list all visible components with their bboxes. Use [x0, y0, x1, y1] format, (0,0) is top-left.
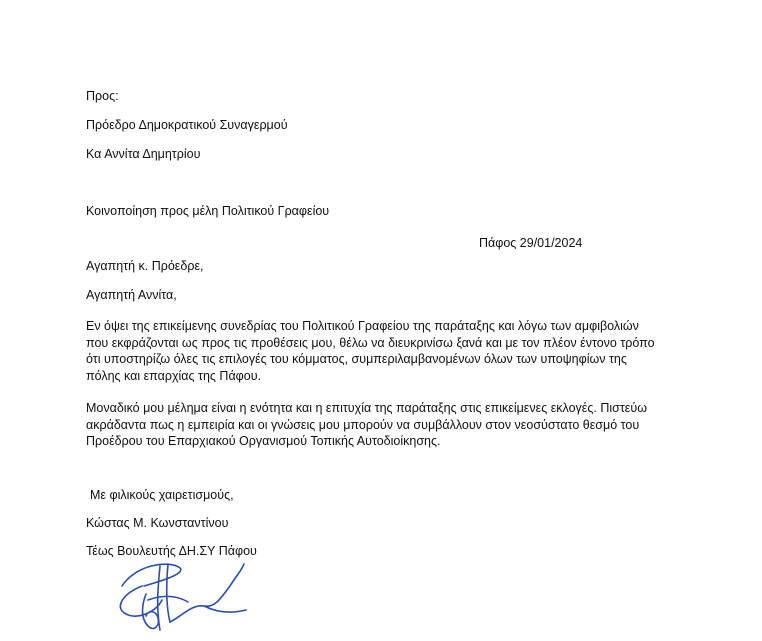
cc-line: Κοινοποίηση προς μέλη Πολιτικού Γραφείου [86, 204, 330, 218]
handwritten-signature [108, 556, 258, 641]
paragraph-1-line: Εν όψει της επικείμενης συνεδρίας του Πολιτικού Γραφείου της παράταξης και λόγω των αμφιβολιών [86, 319, 639, 333]
recipient-label: Προς: [86, 89, 119, 103]
signer-title: Τέως Βουλευτής ΔΗ.ΣΥ Πάφου [86, 544, 257, 558]
paragraph-2 [86, 400, 686, 450]
place-date: Πάφος 29/01/2024 [479, 236, 583, 250]
paragraph-1 [86, 318, 686, 384]
paragraph-2-line: ακράδαντα πως η εμπειρία και οι γνώσεις μου μπορούν να συμβάλλουν στον νεοσύστατο θεσμό του [86, 417, 640, 432]
greeting-2: Αγαπητή Αννίτα, [86, 288, 177, 302]
greeting-1: Αγαπητή κ. Πρόεδρε, [86, 259, 204, 273]
paragraph-2-line: Προέδρου του Επαρχιακού Οργανισμού Τοπικής Αυτοδιοίκησης. [86, 434, 441, 448]
recipient-line-1: Πρόεδρο Δημοκρατικού Συναγερμού [86, 118, 288, 132]
paragraph-1-line: που εκφράζονται ως προς τις προθέσεις μου, θέλω να διευκρινίσω ξανά και με τον πλέον έντονο τρόπο [86, 335, 655, 350]
signer-name: Κώστας Μ. Κωνσταντίνου [86, 516, 229, 530]
closing: Με φιλικούς χαιρετισμούς, [90, 488, 234, 502]
paragraph-1-line: ότι υποστηρίζω όλες τις επιλογές του κόμματος, συμπεριλαμβανομένων όλων των υποψηφίων της [86, 352, 627, 366]
paragraph-1-line: πόλης και επαρχίας της Πάφου. [86, 368, 262, 383]
paragraph-2-line: Μοναδικό μου μέλημα είναι η ενότητα και η επιτυχία της παράταξης στις επικείμενες εκλογές. Πιστεύω [86, 401, 647, 415]
recipient-line-2: Κα Αννίτα Δημητρίου [86, 147, 201, 161]
